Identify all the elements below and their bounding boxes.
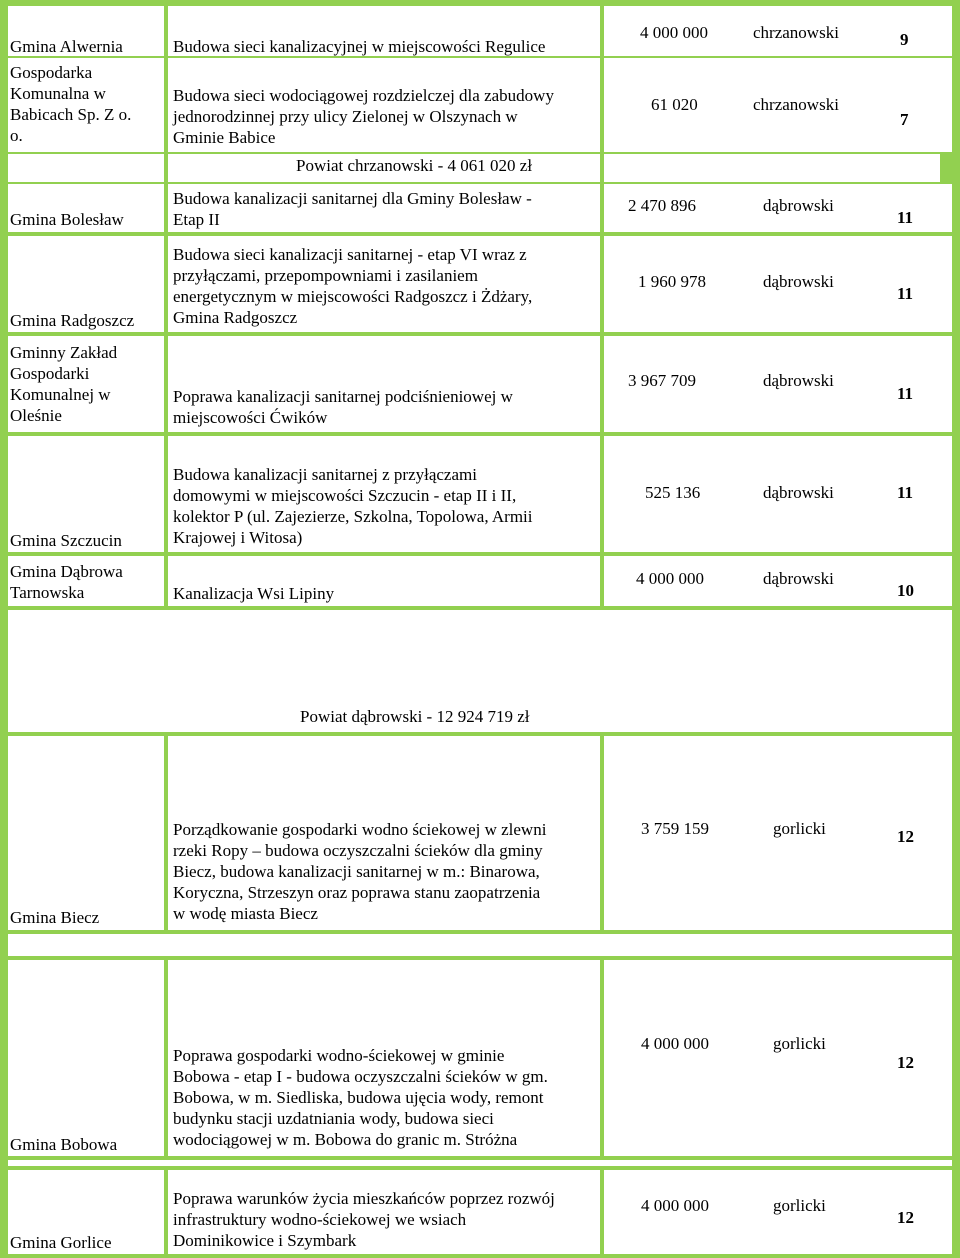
- score-value: 11: [897, 384, 914, 403]
- powiat-name: dąbrowski: [763, 196, 834, 215]
- powiat-name: chrzanowski: [753, 23, 839, 42]
- score-edge-cell: [940, 960, 952, 1156]
- project-title: w wodę miasta Biecz: [173, 904, 318, 923]
- powiat-name: dąbrowski: [763, 483, 834, 502]
- project-title: wodociągowej w m. Bobowa do granic m. Stróżna: [173, 1130, 518, 1149]
- score-value: 11: [897, 284, 914, 303]
- gmina-cell: [8, 960, 164, 1156]
- powiat-name: dąbrowski: [763, 371, 834, 390]
- score-value: 11: [897, 208, 914, 227]
- amount-value: 3 967 709: [628, 371, 696, 390]
- score-edge-cell: [940, 184, 952, 232]
- gmina-name: Gminny Zakład: [10, 343, 118, 362]
- subtotal-dabrowski: Powiat dąbrowski - 12 924 719 zł: [300, 707, 530, 726]
- subtotal-left-cell: [8, 154, 164, 182]
- amount-value: 4 000 000: [641, 1034, 709, 1053]
- gmina-name: o.: [10, 126, 23, 145]
- score-value: 9: [900, 30, 909, 49]
- score-value: 12: [897, 1053, 914, 1072]
- powiat-name: gorlicki: [773, 1196, 826, 1215]
- gmina-name: Tarnowska: [10, 583, 85, 602]
- gmina-name: Komunalnej w: [10, 385, 111, 404]
- gmina-name: Gospodarka: [10, 63, 93, 82]
- score-edge-cell: [940, 336, 952, 432]
- amount-value: 525 136: [645, 483, 701, 502]
- project-title: Poprawa warunków życia mieszkańców poprzez rozwój: [173, 1189, 555, 1208]
- gmina-name: Babicach Sp. Z o.: [10, 105, 132, 124]
- project-title: Dominikowice i Szymbark: [173, 1231, 357, 1250]
- score-edge-cell: [940, 436, 952, 552]
- gmina-cell: [8, 736, 164, 930]
- project-title: Budowa kanalizacji sanitarnej z przyłączami: [173, 465, 477, 484]
- gmina-name: Gmina Biecz: [10, 908, 100, 927]
- spacer-row: [8, 1160, 952, 1166]
- amount-value: 3 759 159: [641, 819, 709, 838]
- score-value: 12: [897, 827, 914, 846]
- project-title: przyłączami, przepompowniami i zasilaniem: [173, 266, 478, 285]
- subtotal-chrzanowski: Powiat chrzanowski - 4 061 020 zł: [296, 156, 533, 175]
- project-title: Porządkowanie gospodarki wodno ściekowej w zlewni: [173, 820, 547, 839]
- project-title: kolektor P (ul. Zajezierze, Szkolna, Topolowa, Armii: [173, 507, 533, 526]
- gmina-name: Gmina Radgoszcz: [10, 311, 135, 330]
- project-title: Budowa sieci kanalizacji sanitarnej - etap VI wraz z: [173, 245, 527, 264]
- project-title: Poprawa kanalizacji sanitarnej podciśnieniowej w: [173, 387, 513, 406]
- spacer-row: [8, 934, 952, 956]
- project-title: Krajowej i Witosa): [173, 528, 303, 547]
- project-title: rzeki Ropy – budowa oczyszczalni ścieków dla gminy: [173, 841, 543, 860]
- gmina-name: Oleśnie: [10, 406, 62, 425]
- score-edge-cell: [940, 556, 952, 606]
- project-title: Gmina Radgoszcz: [173, 308, 298, 327]
- score-edge-cell: [940, 736, 952, 930]
- amount-value: 4 000 000: [640, 23, 708, 42]
- amount-value: 1 960 978: [638, 272, 706, 291]
- project-title: Gminie Babice: [173, 128, 276, 147]
- project-title: energetycznym w miejscowości Radgoszcz i Żdżary,: [173, 287, 533, 306]
- score-value: 11: [897, 483, 914, 502]
- project-title: Kanalizacja Wsi Lipiny: [173, 584, 335, 603]
- score-edge-cell: [940, 58, 952, 152]
- score-value: 7: [900, 110, 909, 129]
- gmina-name: Gmina Gorlice: [10, 1233, 112, 1252]
- amount-value: 4 000 000: [641, 1196, 709, 1215]
- project-title: Bobowa - etap I - budowa oczyszczalni ścieków w gm.: [173, 1067, 548, 1086]
- powiat-name: chrzanowski: [753, 95, 839, 114]
- score-value: 12: [897, 1208, 914, 1227]
- project-title: budynku stacji uzdatniania wody, budowa sieci: [173, 1109, 494, 1128]
- powiat-name: gorlicki: [773, 819, 826, 838]
- score-value: 10: [897, 581, 914, 600]
- project-title: Etap II: [173, 210, 220, 229]
- project-title: infrastruktury wodno-ściekowej we wsiach: [173, 1210, 467, 1229]
- powiat-name: gorlicki: [773, 1034, 826, 1053]
- gmina-name: Gmina Szczucin: [10, 531, 122, 550]
- score-edge-cell: [940, 6, 952, 56]
- powiat-name: dąbrowski: [763, 569, 834, 588]
- gmina-name: Gospodarki: [10, 364, 90, 383]
- project-title: jednorodzinnej przy ulicy Zielonej w Olszynach w: [173, 107, 518, 126]
- subtotal-right-cell: [604, 154, 940, 182]
- amount-value: 2 470 896: [628, 196, 696, 215]
- project-title: Budowa kanalizacji sanitarnej dla Gminy Bolesław -: [173, 189, 532, 208]
- amount-value: 4 000 000: [636, 569, 704, 588]
- powiat-name: dąbrowski: [763, 272, 834, 291]
- project-title: Poprawa gospodarki wodno-ściekowej w gminie: [173, 1046, 505, 1065]
- gmina-name: Gmina Bobowa: [10, 1135, 118, 1154]
- project-title: Bobowa, w m. Siedliska, budowa ujęcia wody, remont: [173, 1088, 544, 1107]
- project-title: Budowa sieci kanalizacyjnej w miejscowości Regulice: [173, 37, 546, 56]
- gmina-name: Gmina Bolesław: [10, 210, 124, 229]
- amount-cell: [604, 960, 940, 1156]
- project-title: Biecz, budowa kanalizacji sanitarnej w m.: Binarowa,: [173, 862, 540, 881]
- gmina-name: Gmina Alwernia: [10, 37, 123, 56]
- project-title: Koryczna, Strzeszyn oraz poprawa stanu zaopatrzenia: [173, 883, 541, 902]
- gmina-name: Komunalna w: [10, 84, 106, 103]
- project-title: Budowa sieci wodociągowej rozdzielczej dla zabudowy: [173, 86, 554, 105]
- project-title: domowymi w miejscowości Szczucin - etap II i II,: [173, 486, 517, 505]
- project-title: miejscowości Ćwików: [173, 408, 328, 427]
- amount-value: 61 020: [651, 95, 698, 114]
- score-edge-cell: [940, 236, 952, 332]
- gmina-name: Gmina Dąbrowa: [10, 562, 123, 581]
- score-edge-cell: [940, 1170, 952, 1254]
